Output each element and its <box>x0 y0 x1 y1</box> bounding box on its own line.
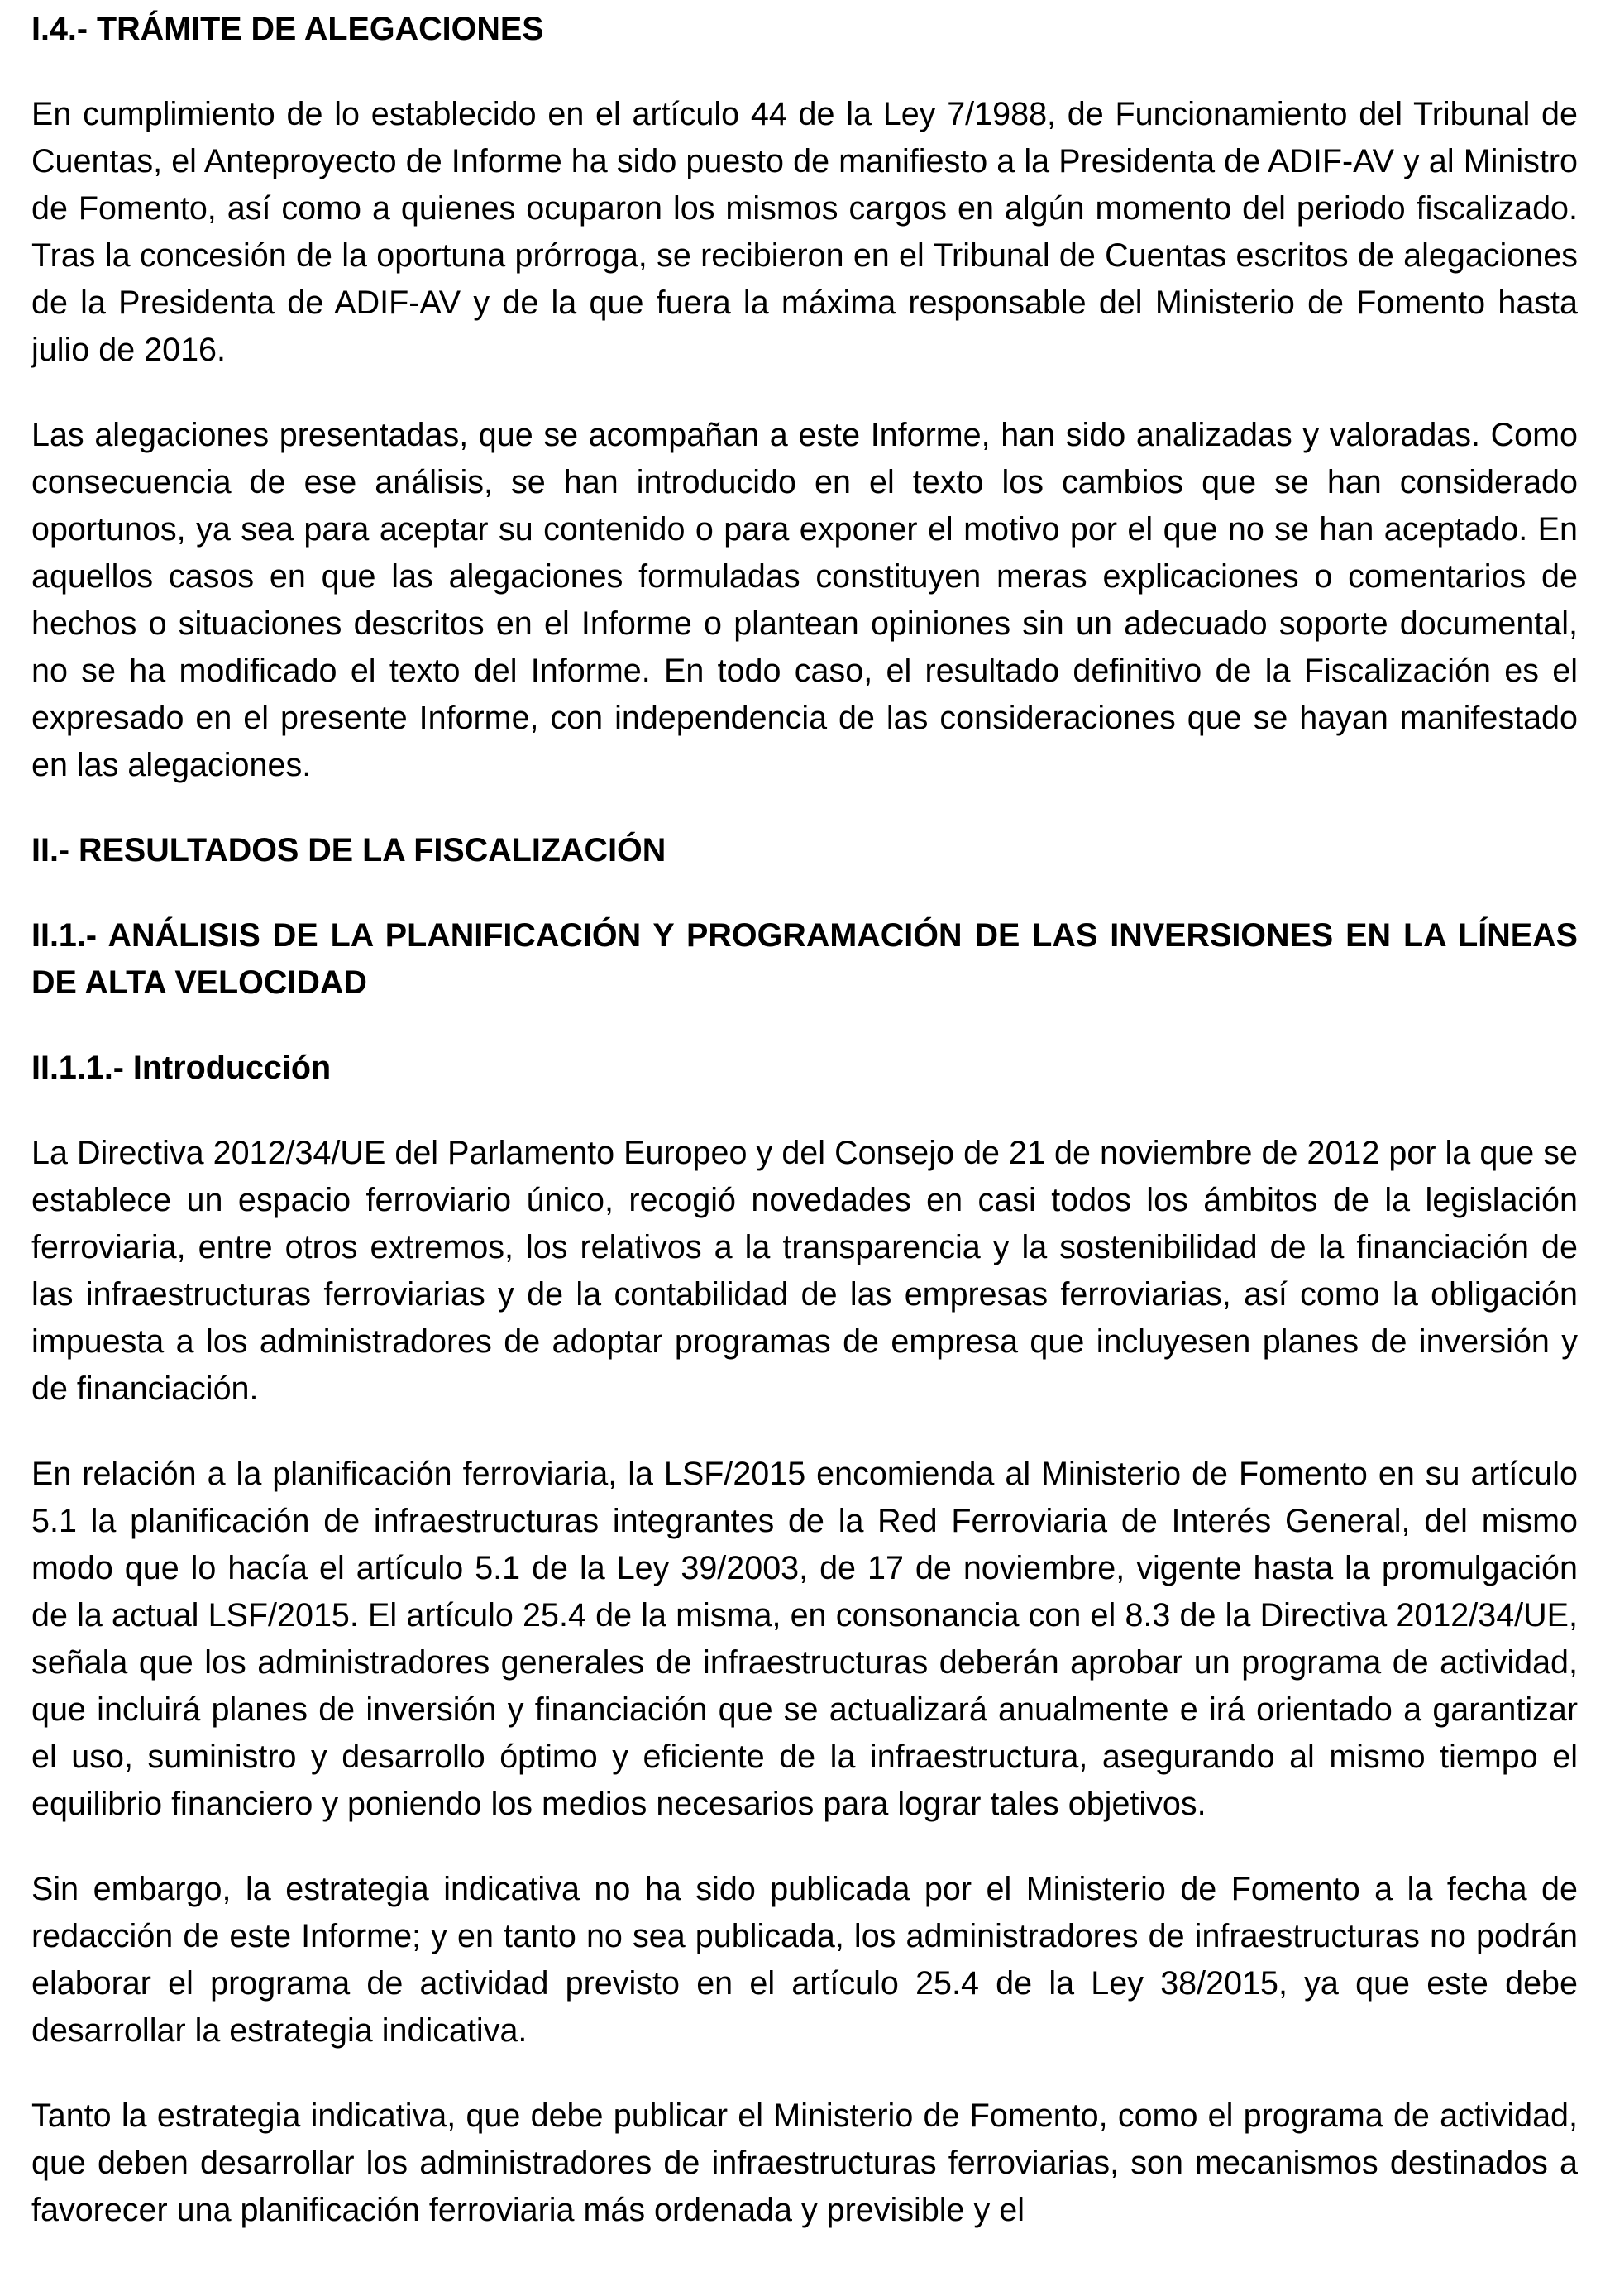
paragraph: En relación a la planificación ferroviaria, la LSF/2015 encomienda al Ministerio de Fomento en su artículo 5.1 la planificación de infraestructuras integrantes de la Red Ferroviaria de Interés General, del mismo modo que lo hacía el artículo 5.1 de la Ley 39/2003, de 17 de noviembre, vigente hasta la promulgación de la actual LSF/2015. El artículo 25.4 de la misma, en consonancia con el 8.3 de la Directiva 2012/34/UE, señala que los administradores generales de infraestructuras deberán aprobar un programa de actividad, que incluirá planes de inversión y financiación que se actualizará anualmente e irá orientado a garantizar el uso, suministro y desarrollo óptimo y eficiente de la infraestructura, asegurando al mismo tiempo el equilibrio financiero y poniendo los medios necesarios para lograr tales objetivos. <box>31 1456 1578 1822</box>
document-page <box>31 0 1578 2234</box>
section-heading-ii: II.- RESULTADOS DE LA FISCALIZACIÓN <box>31 832 666 868</box>
section-heading-ii11: II.1.1.- Introducción <box>31 1050 332 1086</box>
paragraph: En cumplimiento de lo establecido en el artículo 44 de la Ley 7/1988, de Funcionamiento del Tribunal de Cuentas, el Anteproyecto de Informe ha sido puesto de manifiesto a la Presidenta de ADIF-AV y al Ministro de Fomento, así como a quienes ocuparon los mismos cargos en algún momento del periodo fiscalizado. Tras la concesión de la oportuna prórroga, se recibieron en el Tribunal de Cuentas escritos de alegaciones de la Presidenta de ADIF-AV y de la que fuera la máxima responsable del Ministerio de Fomento hasta julio de 2016. <box>31 96 1578 368</box>
paragraph: Las alegaciones presentadas, que se acompañan a este Informe, han sido analizadas y valoradas. Como consecuencia de ese análisis, se han introducido en el texto los cambios que se han considerado oportunos, ya sea para aceptar su contenido o para exponer el motivo por el que no se han aceptado. En aquellos casos en que las alegaciones formuladas constituyen meras explicaciones o comentarios de hechos o situaciones descritos en el Informe o plantean opiniones sin un adecuado soporte documental, no se ha modificado el texto del Informe. En todo caso, el resultado definitivo de la Fiscalización es el expresado en el presente Informe, con independencia de las consideraciones que se hayan manifestado en las alegaciones. <box>31 417 1578 783</box>
paragraph: Tanto la estrategia indicativa, que debe publicar el Ministerio de Fomento, como el programa de actividad, que deben desarrollar los administradores de infraestructuras ferroviarias, son mecanismos destinados a favorecer una planificación ferroviaria más ordenada y previsible y el <box>31 2097 1578 2228</box>
paragraph: Sin embargo, la estrategia indicativa no ha sido publicada por el Ministerio de Fomento a la fecha de redacción de este Informe; y en tanto no sea publicada, los administradores de infraestructuras no podrán elaborar el programa de actividad previsto en el artículo 25.4 de la Ley 38/2015, ya que este debe desarrollar la estrategia indicativa. <box>31 1871 1578 2049</box>
paragraph: La Directiva 2012/34/UE del Parlamento Europeo y del Consejo de 21 de noviembre de 2012 por la que se establece un espacio ferroviario único, recogió novedades en casi todos los ámbitos de la legislación ferroviaria, entre otros extremos, los relativos a la transparencia y la sostenibilidad de la financiación de las infraestructuras ferroviarias y de la contabilidad de las empresas ferroviarias, así como la obligación impuesta a los administradores de adoptar programas de empresa que incluyesen planes de inversión y de financiación. <box>31 1135 1578 1407</box>
section-heading-ii1: II.1.- ANÁLISIS DE LA PLANIFICACIÓN Y PROGRAMACIÓN DE LAS INVERSIONES EN LA LÍNEAS DE ALTA VELOCIDAD <box>31 917 1578 1001</box>
section-heading-i4: I.4.- TRÁMITE DE ALEGACIONES <box>31 11 544 47</box>
